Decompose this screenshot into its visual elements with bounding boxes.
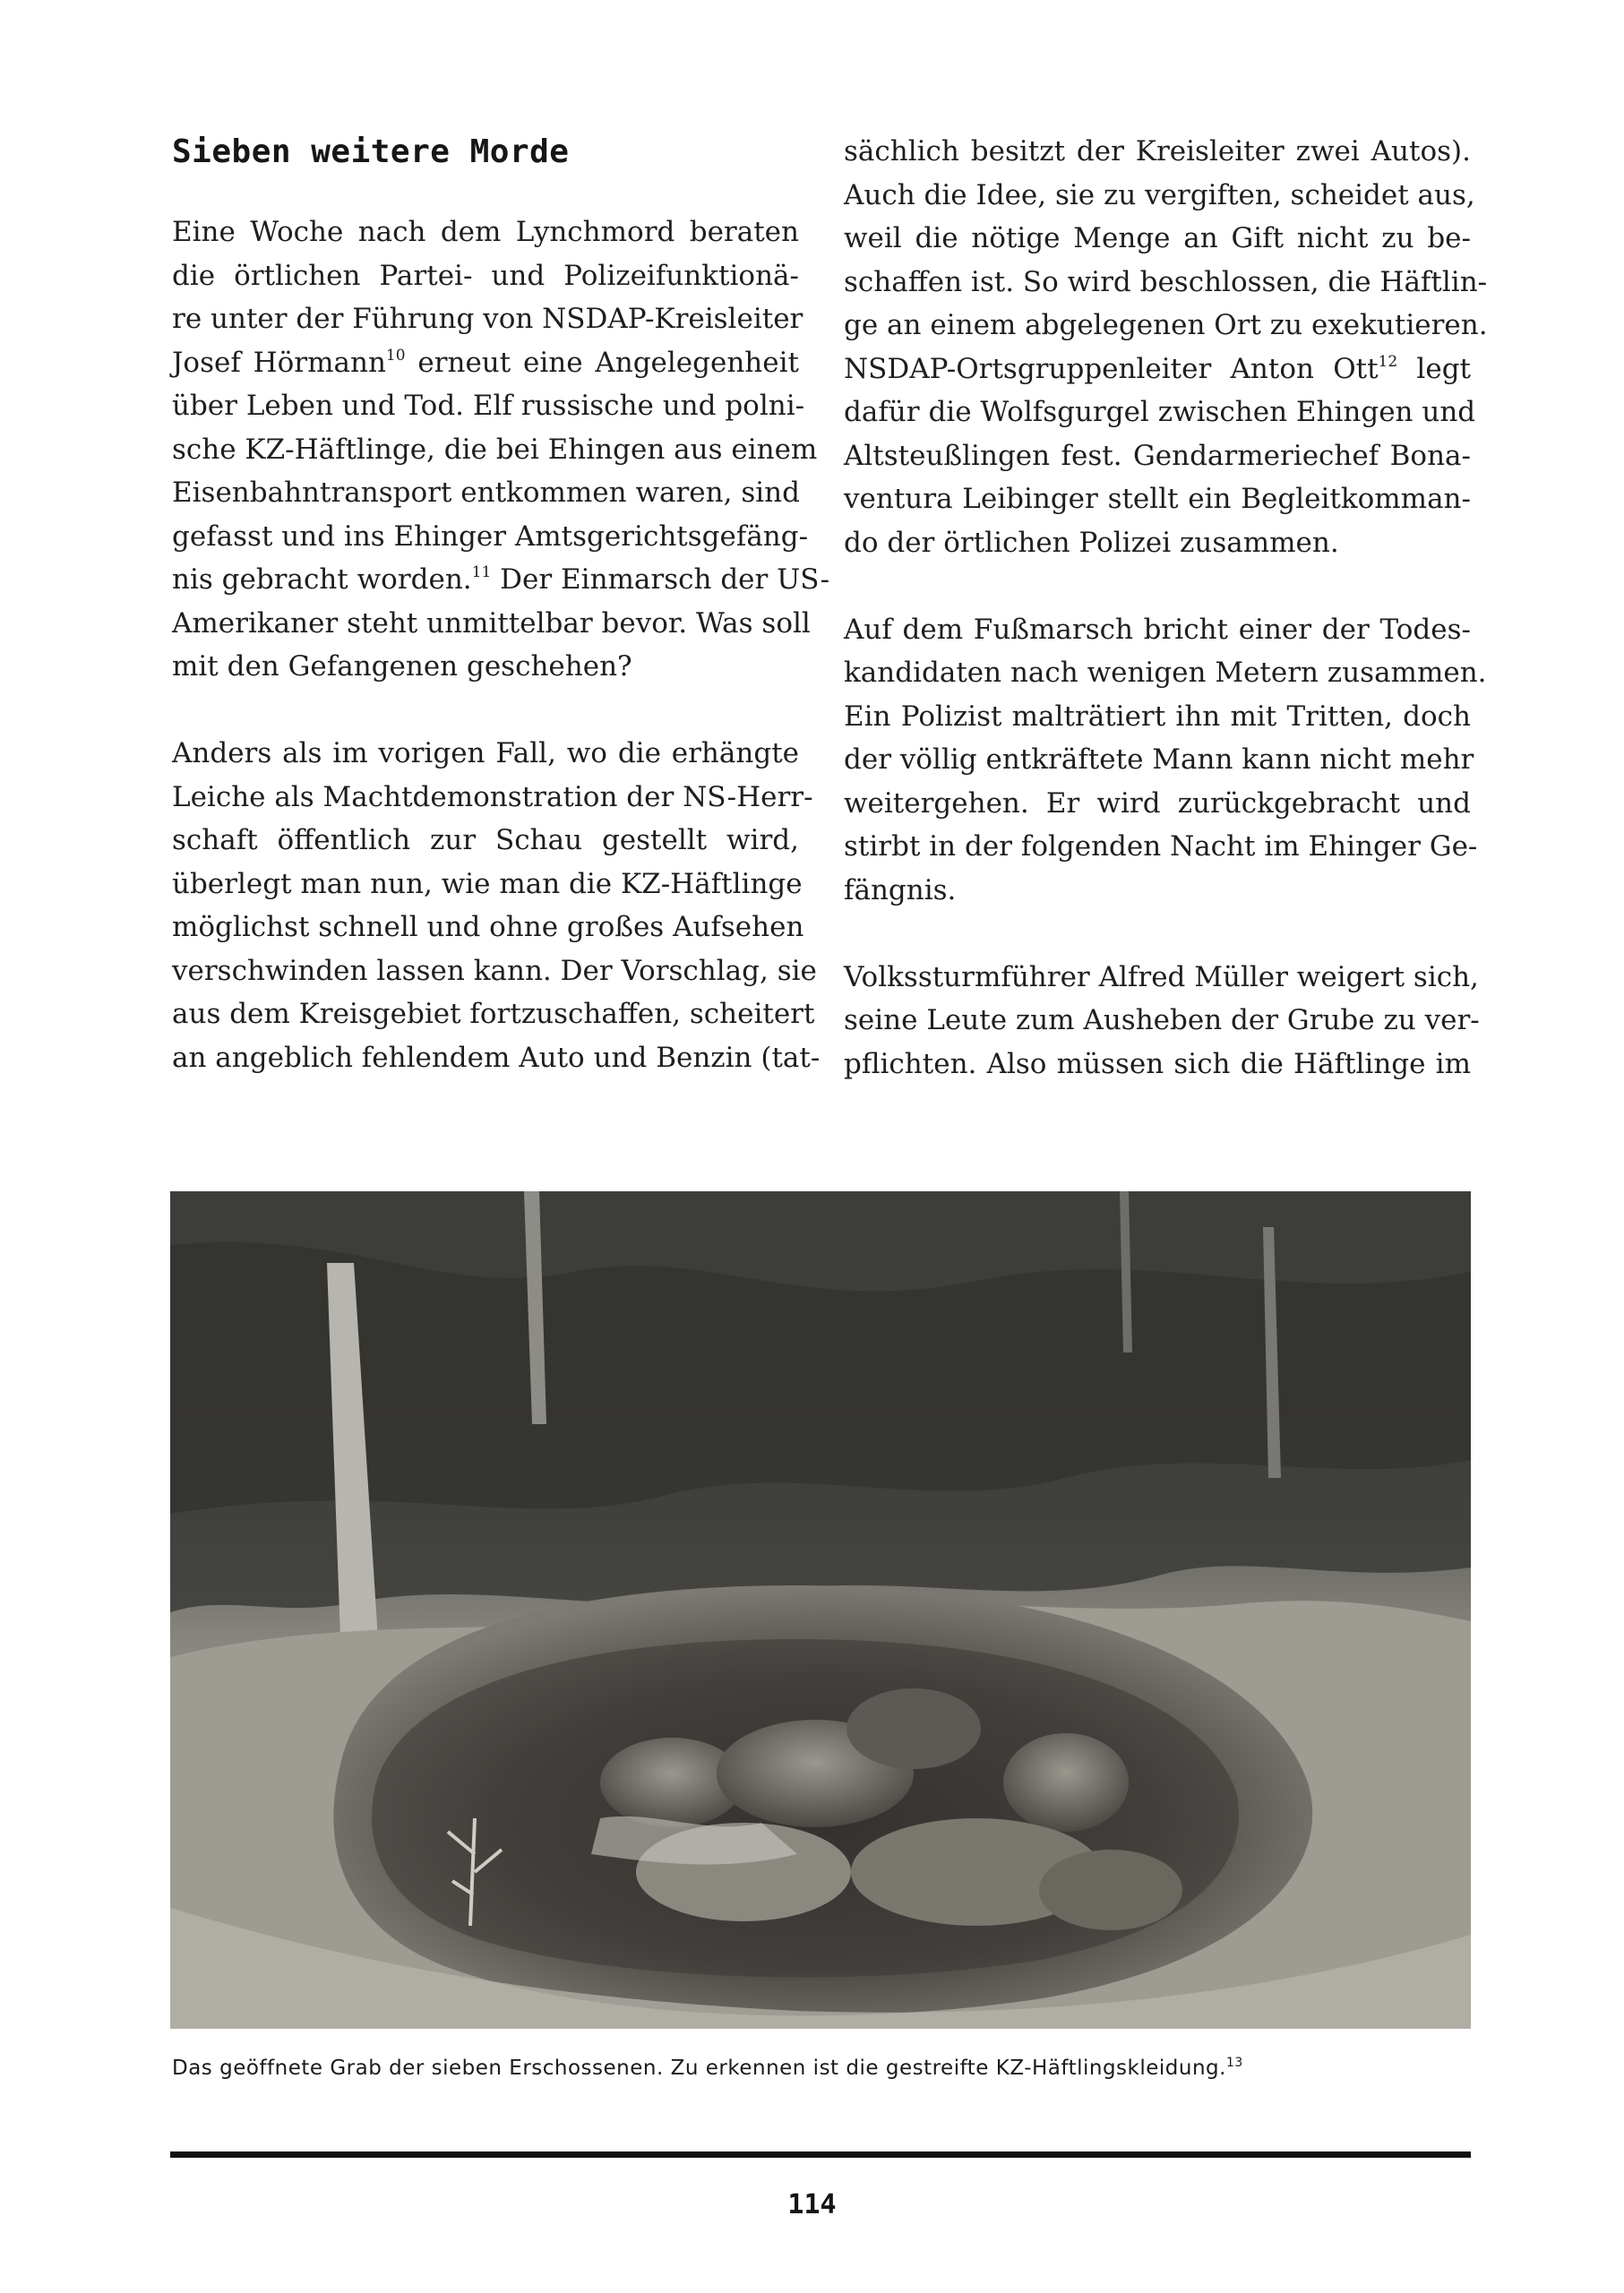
line-text: seine Leute zum Ausheben der Grube zu ver- xyxy=(844,1004,1480,1036)
text-line xyxy=(172,428,818,472)
line-text: Volkssturmführer Alfred Müller weigert sich, xyxy=(844,960,1479,993)
line-text: sächlich besitzt der Kreisleiter zwei Autos). xyxy=(844,135,1471,167)
line-text: ventura Leibinger stellt ein Begleitkomman- xyxy=(844,483,1471,515)
line-text: weitergehen. Er wird zurückgebracht und xyxy=(844,786,1471,820)
text-line xyxy=(172,645,799,689)
line-text: Anders als im vorigen Fall, wo die erhängte xyxy=(172,737,799,769)
line-text: legt xyxy=(1397,352,1471,385)
line-text: möglichst schnell und ohne großes Aufsehen xyxy=(172,911,804,943)
text-line xyxy=(844,782,1471,826)
text-line xyxy=(844,869,1471,913)
line-text: ge an einem abgelegenen Ort zu exekutieren. xyxy=(844,309,1488,341)
text-line xyxy=(844,999,1480,1043)
line-text: Eisenbahntransport entkommen waren, sind xyxy=(172,477,800,509)
footnote-marker: 10 xyxy=(385,346,406,365)
text-line xyxy=(844,1043,1471,1086)
line-text: nis gebracht worden. xyxy=(172,563,472,596)
photo-caption xyxy=(172,2053,1243,2083)
page-number: 114 xyxy=(787,2189,837,2220)
line-text: kandidaten nach wenigen Metern zusammen. xyxy=(844,657,1487,689)
line-text: aus dem Kreisgebiet fortzuschaffen, scheitert xyxy=(172,998,815,1030)
line-text: NSDAP-Ortsgruppenleiter Anton Ott xyxy=(844,352,1379,385)
text-line xyxy=(844,825,1478,869)
line-text: fängnis. xyxy=(844,873,957,906)
line-text: an angeblich fehlendem Auto und Benzin (tat- xyxy=(172,1041,821,1074)
line-text: dafür die Wolfsgurgel zwischen Ehingen und xyxy=(844,396,1476,428)
text-line xyxy=(844,608,1471,652)
line-text: do der örtlichen Polizei zusammen. xyxy=(844,526,1339,559)
text-line xyxy=(172,254,799,298)
line-text: re unter der Führung von NSDAP-Kreisleiter xyxy=(172,303,803,335)
text-line xyxy=(172,949,817,993)
footnote-marker: 12 xyxy=(1378,352,1398,371)
line-text: gefasst und ins Ehinger Amtsgerichtsgefäng- xyxy=(172,520,809,553)
line-text: Amerikaner steht unmittelbar bevor. Was soll xyxy=(172,606,811,640)
line-text: pflichten. Also müssen sich die Häftlinge im xyxy=(844,1047,1471,1080)
text-line xyxy=(844,304,1488,348)
line-text: Altsteußlingen fest. Gendarmeriechef Bona- xyxy=(844,439,1471,472)
grave-photograph xyxy=(170,1191,1471,2029)
text-line xyxy=(172,992,815,1036)
text-line xyxy=(844,738,1474,782)
line-text: schaft öffentlich zur Schau gestellt wird, xyxy=(172,824,799,856)
line-text: mit den Gefangenen geschehen? xyxy=(172,650,632,683)
line-text: verschwinden lassen kann. Der Vorschlag, sie xyxy=(172,954,817,987)
text-line xyxy=(844,521,1471,565)
line-text: sche KZ-Häftlinge, die bei Ehingen aus einem xyxy=(172,433,818,466)
text-line xyxy=(844,391,1476,434)
line-text: weil die nötige Menge an Gift nicht zu be- xyxy=(844,222,1471,254)
text-line xyxy=(844,434,1471,478)
text-line xyxy=(844,217,1471,261)
text-line xyxy=(172,776,813,820)
text-line xyxy=(172,732,799,776)
caption-footnote-marker: 13 xyxy=(1225,2056,1243,2070)
line-text: der völlig entkräftete Mann kann nicht mehr xyxy=(844,743,1474,776)
footer-rule xyxy=(170,2151,1471,2158)
text-line xyxy=(844,348,1471,391)
text-line xyxy=(172,384,805,428)
text-line xyxy=(844,261,1488,305)
line-text: überlegt man nun, wie man die KZ-Häftlinge xyxy=(172,867,803,900)
line-text: schaffen ist. So wird beschlossen, die Häftlin- xyxy=(844,265,1488,298)
line-text: Leiche als Machtdemonstration der NS-Herr- xyxy=(172,780,813,813)
line-text: die örtlichen Partei- und Polizeifunktionä- xyxy=(172,259,799,292)
line-text: Josef Hörmann xyxy=(172,346,386,379)
text-line xyxy=(172,1036,821,1080)
text-line xyxy=(172,819,799,863)
line-text: über Leben und Tod. Elf russische und polni- xyxy=(172,390,805,422)
caption-text: Das geöffnete Grab der sieben Erschossenen. Zu erkennen ist die gestreifte KZ-Häftlingskleidung. xyxy=(172,2057,1226,2080)
text-line xyxy=(172,863,803,906)
text-line xyxy=(172,297,803,341)
section-heading: Sieben weitere Morde xyxy=(172,133,570,170)
line-text: stirbt in der folgenden Nacht im Ehinger Ge- xyxy=(844,830,1478,863)
text-line xyxy=(172,602,811,646)
line-text: Ein Polizist malträtiert ihn mit Tritten, doch xyxy=(844,700,1471,733)
text-line xyxy=(172,515,809,559)
line-text: Auch die Idee, sie zu vergiften, scheidet aus, xyxy=(844,178,1475,211)
text-line xyxy=(172,906,804,949)
text-line xyxy=(844,651,1487,695)
text-line xyxy=(172,210,799,254)
text-line xyxy=(844,477,1471,521)
text-line xyxy=(844,695,1471,739)
text-line xyxy=(844,956,1479,1000)
text-line xyxy=(844,174,1475,218)
text-line xyxy=(172,341,799,385)
footnote-marker: 11 xyxy=(471,563,492,581)
text-line xyxy=(844,130,1471,174)
line-text: erneut eine Angelegenheit xyxy=(405,346,799,379)
line-text: Der Einmarsch der US- xyxy=(491,563,830,596)
line-text: Auf dem Fußmarsch bricht einer der Todes- xyxy=(844,613,1471,646)
text-line xyxy=(172,558,830,602)
line-text: Eine Woche nach dem Lynchmord beraten xyxy=(172,216,799,248)
text-line xyxy=(172,471,799,515)
